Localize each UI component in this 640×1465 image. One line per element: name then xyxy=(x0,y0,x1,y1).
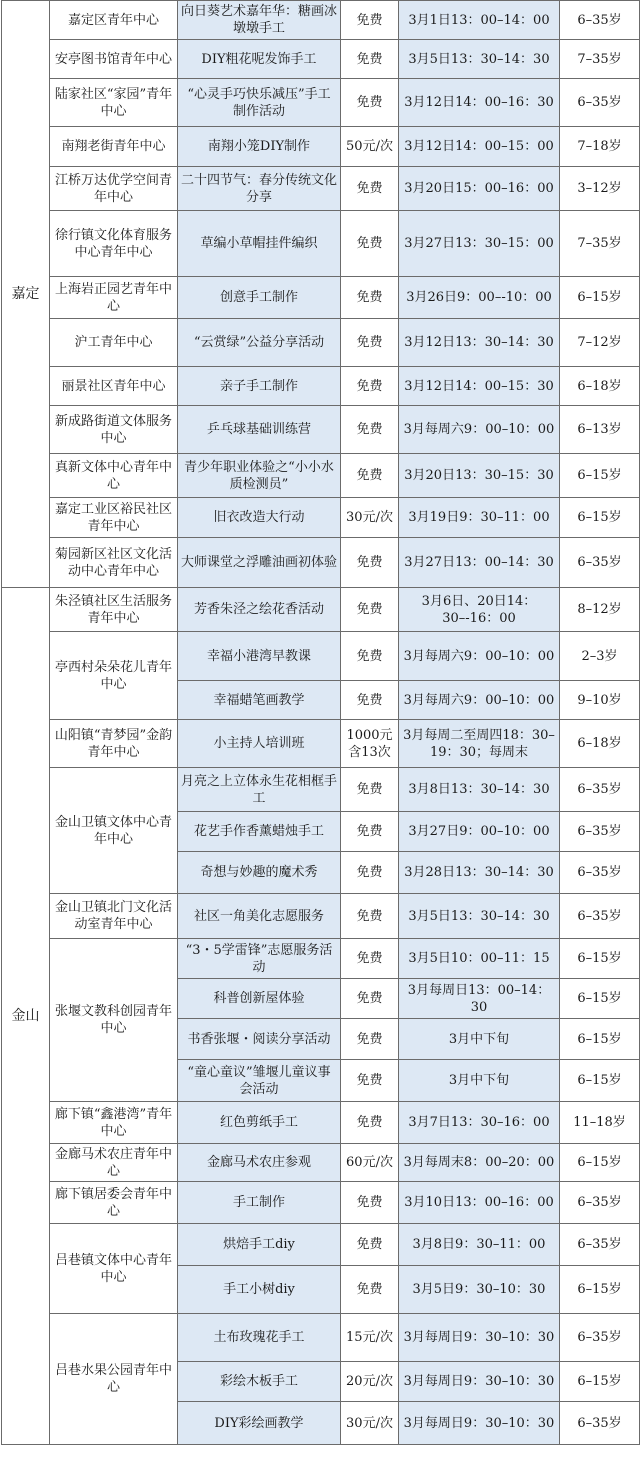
age-cell: 6–35岁 xyxy=(560,1402,640,1445)
age-cell: 11–18岁 xyxy=(560,1102,640,1144)
table-row xyxy=(2,277,640,319)
fee-cell: 30元/次 xyxy=(341,1402,399,1445)
age-cell: 6–35岁 xyxy=(560,1314,640,1362)
table-row xyxy=(2,1182,640,1224)
fee-cell: 免费 xyxy=(341,812,399,852)
table-row xyxy=(2,367,640,406)
table-row xyxy=(2,894,640,939)
activity-cell: 旧衣改造大行动 xyxy=(178,498,341,538)
time-cell: 3月12日14：00–15：30 xyxy=(399,367,560,406)
fee-cell: 免费 xyxy=(341,1060,399,1102)
time-cell: 3月26日9：00–-10：00 xyxy=(399,277,560,319)
fee-cell: 免费 xyxy=(341,454,399,498)
age-cell: 6–15岁 xyxy=(560,1266,640,1314)
time-cell: 3月每周日13：00–14：30 xyxy=(399,979,560,1019)
time-cell: 3月每周六9：00–10：00 xyxy=(399,406,560,454)
table-row xyxy=(2,768,640,812)
fee-cell: 免费 xyxy=(341,167,399,211)
activity-cell: “云赏绿”公益分享活动 xyxy=(178,319,341,367)
district-cell: 嘉定 xyxy=(2,1,50,588)
venue-cell: 金山卫镇文体中心青年中心 xyxy=(50,768,178,894)
venue-cell: 丽景社区青年中心 xyxy=(50,367,178,406)
venue-cell: 吕巷镇文体中心青年中心 xyxy=(50,1224,178,1314)
venue-cell: 南翔老街青年中心 xyxy=(50,127,178,167)
fee-cell: 免费 xyxy=(341,894,399,939)
age-cell: 6–15岁 xyxy=(560,498,640,538)
age-cell: 7–18岁 xyxy=(560,127,640,167)
fee-cell: 免费 xyxy=(341,1182,399,1224)
fee-cell: 15元/次 xyxy=(341,1314,399,1362)
table-row xyxy=(2,406,640,454)
fee-cell: 20元/次 xyxy=(341,1362,399,1402)
venue-cell: 朱泾镇社区生活服务青年中心 xyxy=(50,588,178,632)
fee-cell: 免费 xyxy=(341,1224,399,1266)
activity-cell: 创意手工制作 xyxy=(178,277,341,319)
activity-cell: 书香张堰・阅读分享活动 xyxy=(178,1019,341,1060)
table-row xyxy=(2,538,640,588)
activity-cell: 小主持人培训班 xyxy=(178,720,341,768)
time-cell: 3月每周末8：00–20：00 xyxy=(399,1144,560,1182)
fee-cell: 免费 xyxy=(341,1102,399,1144)
time-cell: 3月每周六9：00–10：00 xyxy=(399,681,560,720)
age-cell: 6–35岁 xyxy=(560,1182,640,1224)
activity-cell: 花艺手作香薰蜡烛手工 xyxy=(178,812,341,852)
table-row xyxy=(2,1102,640,1144)
venue-cell: 安亭图书馆青年中心 xyxy=(50,40,178,79)
fee-cell: 免费 xyxy=(341,1266,399,1314)
activity-cell: 金廊马术农庄参观 xyxy=(178,1144,341,1182)
age-cell: 6–15岁 xyxy=(560,1019,640,1060)
fee-cell: 免费 xyxy=(341,1019,399,1060)
time-cell: 3月每周二至周四18：30–19：30；每周末 xyxy=(399,720,560,768)
table-row xyxy=(2,454,640,498)
fee-cell: 60元/次 xyxy=(341,1144,399,1182)
fee-cell: 免费 xyxy=(341,277,399,319)
venue-cell: 金廊马术农庄青年中心 xyxy=(50,1144,178,1182)
activity-cell: 奇想与妙趣的魔术秀 xyxy=(178,852,341,894)
time-cell: 3月28日13：30–14：30 xyxy=(399,852,560,894)
activity-table-body xyxy=(2,1,640,1445)
activity-cell: 乒乓球基础训练营 xyxy=(178,406,341,454)
fee-cell: 免费 xyxy=(341,211,399,277)
district-cell: 金山 xyxy=(2,588,50,1445)
age-cell: 9–10岁 xyxy=(560,681,640,720)
table-row xyxy=(2,1,640,40)
fee-cell: 免费 xyxy=(341,979,399,1019)
table-row xyxy=(2,1144,640,1182)
time-cell: 3月12日14：00–15：00 xyxy=(399,127,560,167)
table-row xyxy=(2,1314,640,1362)
time-cell: 3月5日13：30–14：30 xyxy=(399,894,560,939)
time-cell: 3月7日13：30–16：00 xyxy=(399,1102,560,1144)
venue-cell: 真新文体中心青年中心 xyxy=(50,454,178,498)
activity-cell: DIY彩绘画教学 xyxy=(178,1402,341,1445)
activity-cell: 大师课堂之浮雕油画初体验 xyxy=(178,538,341,588)
fee-cell: 免费 xyxy=(341,79,399,127)
time-cell: 3月12日13：30–14：30 xyxy=(399,319,560,367)
age-cell: 6–35岁 xyxy=(560,1224,640,1266)
venue-cell: 新成路街道文体服务中心 xyxy=(50,406,178,454)
table-row xyxy=(2,632,640,681)
fee-cell: 免费 xyxy=(341,406,399,454)
age-cell: 6–13岁 xyxy=(560,406,640,454)
venue-cell: 菊园新区社区文化活动中心青年中心 xyxy=(50,538,178,588)
time-cell: 3月每周六9：00–10：00 xyxy=(399,632,560,681)
activity-cell: 科普创新屋体验 xyxy=(178,979,341,1019)
fee-cell: 免费 xyxy=(341,367,399,406)
activity-cell: 月亮之上立体永生花相框手工 xyxy=(178,768,341,812)
time-cell: 3月27日13：30–15：00 xyxy=(399,211,560,277)
age-cell: 6–35岁 xyxy=(560,894,640,939)
fee-cell: 免费 xyxy=(341,852,399,894)
activity-table xyxy=(1,0,640,1445)
venue-cell: 嘉定区青年中心 xyxy=(50,1,178,40)
table-row xyxy=(2,40,640,79)
time-cell: 3月5日13：30–14：30 xyxy=(399,40,560,79)
activity-cell: 幸福小港湾早教课 xyxy=(178,632,341,681)
age-cell: 7–12岁 xyxy=(560,319,640,367)
age-cell: 6–35岁 xyxy=(560,538,640,588)
fee-cell: 免费 xyxy=(341,40,399,79)
table-row xyxy=(2,588,640,632)
fee-cell: 30元/次 xyxy=(341,498,399,538)
age-cell: 6–15岁 xyxy=(560,277,640,319)
activity-cell: “心灵手巧快乐减压”手工制作活动 xyxy=(178,79,341,127)
age-cell: 6–15岁 xyxy=(560,1060,640,1102)
venue-cell: 嘉定工业区裕民社区青年中心 xyxy=(50,498,178,538)
table-row xyxy=(2,79,640,127)
venue-cell: 山阳镇“青梦园”金韵青年中心 xyxy=(50,720,178,768)
age-cell: 6–35岁 xyxy=(560,852,640,894)
fee-cell: 免费 xyxy=(341,319,399,367)
fee-cell: 免费 xyxy=(341,1,399,40)
time-cell: 3月27日9：00–10：00 xyxy=(399,812,560,852)
table-row xyxy=(2,127,640,167)
time-cell: 3月8日9：30–11：00 xyxy=(399,1224,560,1266)
venue-cell: 吕巷水果公园青年中心 xyxy=(50,1314,178,1445)
age-cell: 6–15岁 xyxy=(560,939,640,979)
age-cell: 6–15岁 xyxy=(560,1144,640,1182)
table-row xyxy=(2,167,640,211)
activity-cell: 芳香朱泾之绘花香活动 xyxy=(178,588,341,632)
table-row xyxy=(2,211,640,277)
fee-cell: 免费 xyxy=(341,588,399,632)
activity-cell: 烘焙手工diy xyxy=(178,1224,341,1266)
activity-cell: 青少年职业体验之“小小水质检测员” xyxy=(178,454,341,498)
time-cell: 3月20日13：30–15：30 xyxy=(399,454,560,498)
table-row xyxy=(2,1224,640,1266)
time-cell: 3月中下旬 xyxy=(399,1060,560,1102)
time-cell: 3月6日、20日14：30–-16：00 xyxy=(399,588,560,632)
time-cell: 3月1日13：00–14：00 xyxy=(399,1,560,40)
activity-cell: DIY粗花呢发饰手工 xyxy=(178,40,341,79)
venue-cell: 江桥万达优学空间青年中心 xyxy=(50,167,178,211)
fee-cell: 免费 xyxy=(341,939,399,979)
fee-cell: 1000元含13次 xyxy=(341,720,399,768)
time-cell: 3月20日15：00–16：00 xyxy=(399,167,560,211)
activity-cell: “3・5学雷锋”志愿服务活动 xyxy=(178,939,341,979)
venue-cell: 廊下镇“鑫港湾”青年中心 xyxy=(50,1102,178,1144)
time-cell: 3月12日14：00–16：30 xyxy=(399,79,560,127)
age-cell: 6–18岁 xyxy=(560,720,640,768)
activity-cell: 红色剪纸手工 xyxy=(178,1102,341,1144)
activity-cell: 向日葵艺术嘉年华：糖画冰墩墩手工 xyxy=(178,1,341,40)
age-cell: 3–12岁 xyxy=(560,167,640,211)
age-cell: 7–35岁 xyxy=(560,40,640,79)
activity-cell: 彩绘木板手工 xyxy=(178,1362,341,1402)
venue-cell: 金山卫镇北门文化活动室青年中心 xyxy=(50,894,178,939)
activity-cell: 亲子手工制作 xyxy=(178,367,341,406)
venue-cell: 陆家社区“家园”青年中心 xyxy=(50,79,178,127)
age-cell: 6–35岁 xyxy=(560,768,640,812)
fee-cell: 免费 xyxy=(341,681,399,720)
age-cell: 6–15岁 xyxy=(560,1362,640,1402)
table-row xyxy=(2,720,640,768)
age-cell: 6–35岁 xyxy=(560,79,640,127)
activity-cell: 手工小树diy xyxy=(178,1266,341,1314)
venue-cell: 亭西村朵朵花儿青年中心 xyxy=(50,632,178,720)
age-cell: 2–3岁 xyxy=(560,632,640,681)
table-row xyxy=(2,498,640,538)
age-cell: 6–15岁 xyxy=(560,979,640,1019)
activity-cell: “童心童议”雏堰儿童议事会活动 xyxy=(178,1060,341,1102)
activity-cell: 土布玫瑰花手工 xyxy=(178,1314,341,1362)
activity-cell: 南翔小笼DIY制作 xyxy=(178,127,341,167)
venue-cell: 上海岩正园艺青年中心 xyxy=(50,277,178,319)
activity-cell: 草编小草帽挂件编织 xyxy=(178,211,341,277)
fee-cell: 免费 xyxy=(341,538,399,588)
time-cell: 3月27日13：00–14：30 xyxy=(399,538,560,588)
venue-cell: 徐行镇文化体育服务中心青年中心 xyxy=(50,211,178,277)
time-cell: 3月10日13：00–16：00 xyxy=(399,1182,560,1224)
activity-cell: 幸福蜡笔画教学 xyxy=(178,681,341,720)
time-cell: 3月5日10：00–11：15 xyxy=(399,939,560,979)
table-row xyxy=(2,319,640,367)
activity-cell: 二十四节气：春分传统文化分享 xyxy=(178,167,341,211)
fee-cell: 免费 xyxy=(341,768,399,812)
venue-cell: 廊下镇居委会青年中心 xyxy=(50,1182,178,1224)
venue-cell: 沪工青年中心 xyxy=(50,319,178,367)
time-cell: 3月8日13：30–14：30 xyxy=(399,768,560,812)
activity-cell: 手工制作 xyxy=(178,1182,341,1224)
time-cell: 3月5日9：30–10：30 xyxy=(399,1266,560,1314)
time-cell: 3月每周日9：30–10：30 xyxy=(399,1362,560,1402)
age-cell: 6–18岁 xyxy=(560,367,640,406)
time-cell: 3月19日9：30–11：00 xyxy=(399,498,560,538)
activity-cell: 社区一角美化志愿服务 xyxy=(178,894,341,939)
table-row xyxy=(2,939,640,979)
age-cell: 7–35岁 xyxy=(560,211,640,277)
venue-cell: 张堰文教科创园青年中心 xyxy=(50,939,178,1102)
age-cell: 8–12岁 xyxy=(560,588,640,632)
age-cell: 6–35岁 xyxy=(560,812,640,852)
time-cell: 3月每周日9：30–10：30 xyxy=(399,1314,560,1362)
fee-cell: 免费 xyxy=(341,632,399,681)
time-cell: 3月中下旬 xyxy=(399,1019,560,1060)
age-cell: 6–35岁 xyxy=(560,1,640,40)
age-cell: 6–15岁 xyxy=(560,454,640,498)
time-cell: 3月每周日9：30–10：30 xyxy=(399,1402,560,1445)
fee-cell: 50元/次 xyxy=(341,127,399,167)
